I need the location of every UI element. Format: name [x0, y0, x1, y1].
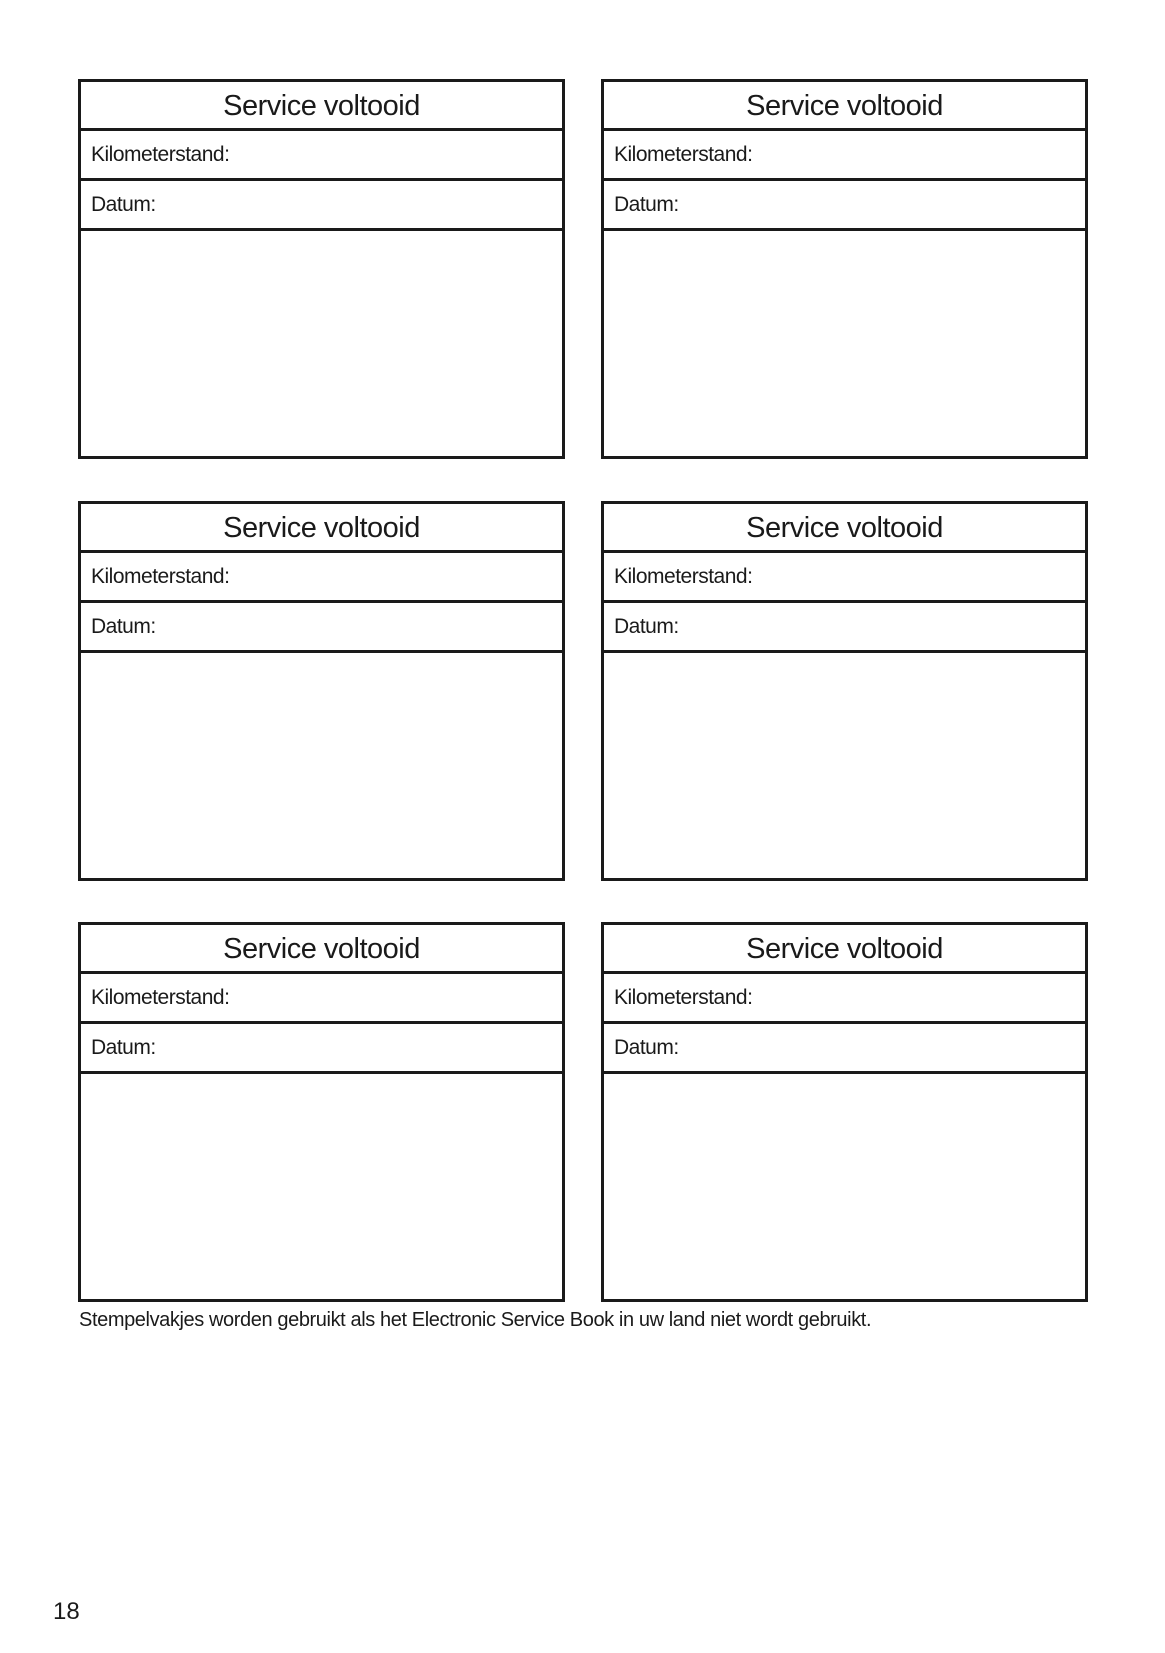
- mileage-field: [604, 131, 1085, 181]
- stamp-area: [81, 231, 562, 459]
- date-label: Datum:: [614, 1035, 679, 1059]
- date-field: [81, 603, 562, 653]
- mileage-field: [81, 974, 562, 1024]
- stamp-area: [604, 1074, 1085, 1302]
- page-number: 18: [53, 1598, 80, 1625]
- box-title: Service voltooid: [604, 925, 1085, 974]
- box-title: Service voltooid: [604, 504, 1085, 553]
- service-record-box: [601, 501, 1088, 881]
- mileage-field: [81, 553, 562, 603]
- service-record-box: [78, 922, 565, 1302]
- date-field: [604, 603, 1085, 653]
- service-record-box: [78, 79, 565, 459]
- box-title: Service voltooid: [604, 82, 1085, 131]
- date-field: [81, 1024, 562, 1074]
- date-field: [604, 1024, 1085, 1074]
- box-title: Service voltooid: [81, 82, 562, 131]
- box-title: Service voltooid: [81, 925, 562, 974]
- service-record-box: [601, 79, 1088, 459]
- box-title: Service voltooid: [81, 504, 562, 553]
- mileage-field: [604, 974, 1085, 1024]
- date-label: Datum:: [91, 192, 156, 216]
- mileage-field: [604, 553, 1085, 603]
- date-field: [81, 181, 562, 231]
- mileage-label: Kilometerstand:: [91, 985, 230, 1009]
- date-label: Datum:: [91, 614, 156, 638]
- mileage-label: Kilometerstand:: [91, 142, 230, 166]
- stamp-area: [604, 231, 1085, 459]
- service-record-box: [601, 922, 1088, 1302]
- mileage-label: Kilometerstand:: [614, 985, 753, 1009]
- stamp-area: [81, 653, 562, 881]
- stamp-area: [604, 653, 1085, 881]
- mileage-field: [81, 131, 562, 181]
- mileage-label: Kilometerstand:: [614, 564, 753, 588]
- mileage-label: Kilometerstand:: [614, 142, 753, 166]
- date-field: [604, 181, 1085, 231]
- footnote: Stempelvakjes worden gebruikt als het Electronic Service Book in uw land niet wordt gebruikt.: [79, 1309, 872, 1331]
- mileage-label: Kilometerstand:: [91, 564, 230, 588]
- service-record-box: [78, 501, 565, 881]
- date-label: Datum:: [614, 192, 679, 216]
- date-label: Datum:: [91, 1035, 156, 1059]
- stamp-area: [81, 1074, 562, 1302]
- date-label: Datum:: [614, 614, 679, 638]
